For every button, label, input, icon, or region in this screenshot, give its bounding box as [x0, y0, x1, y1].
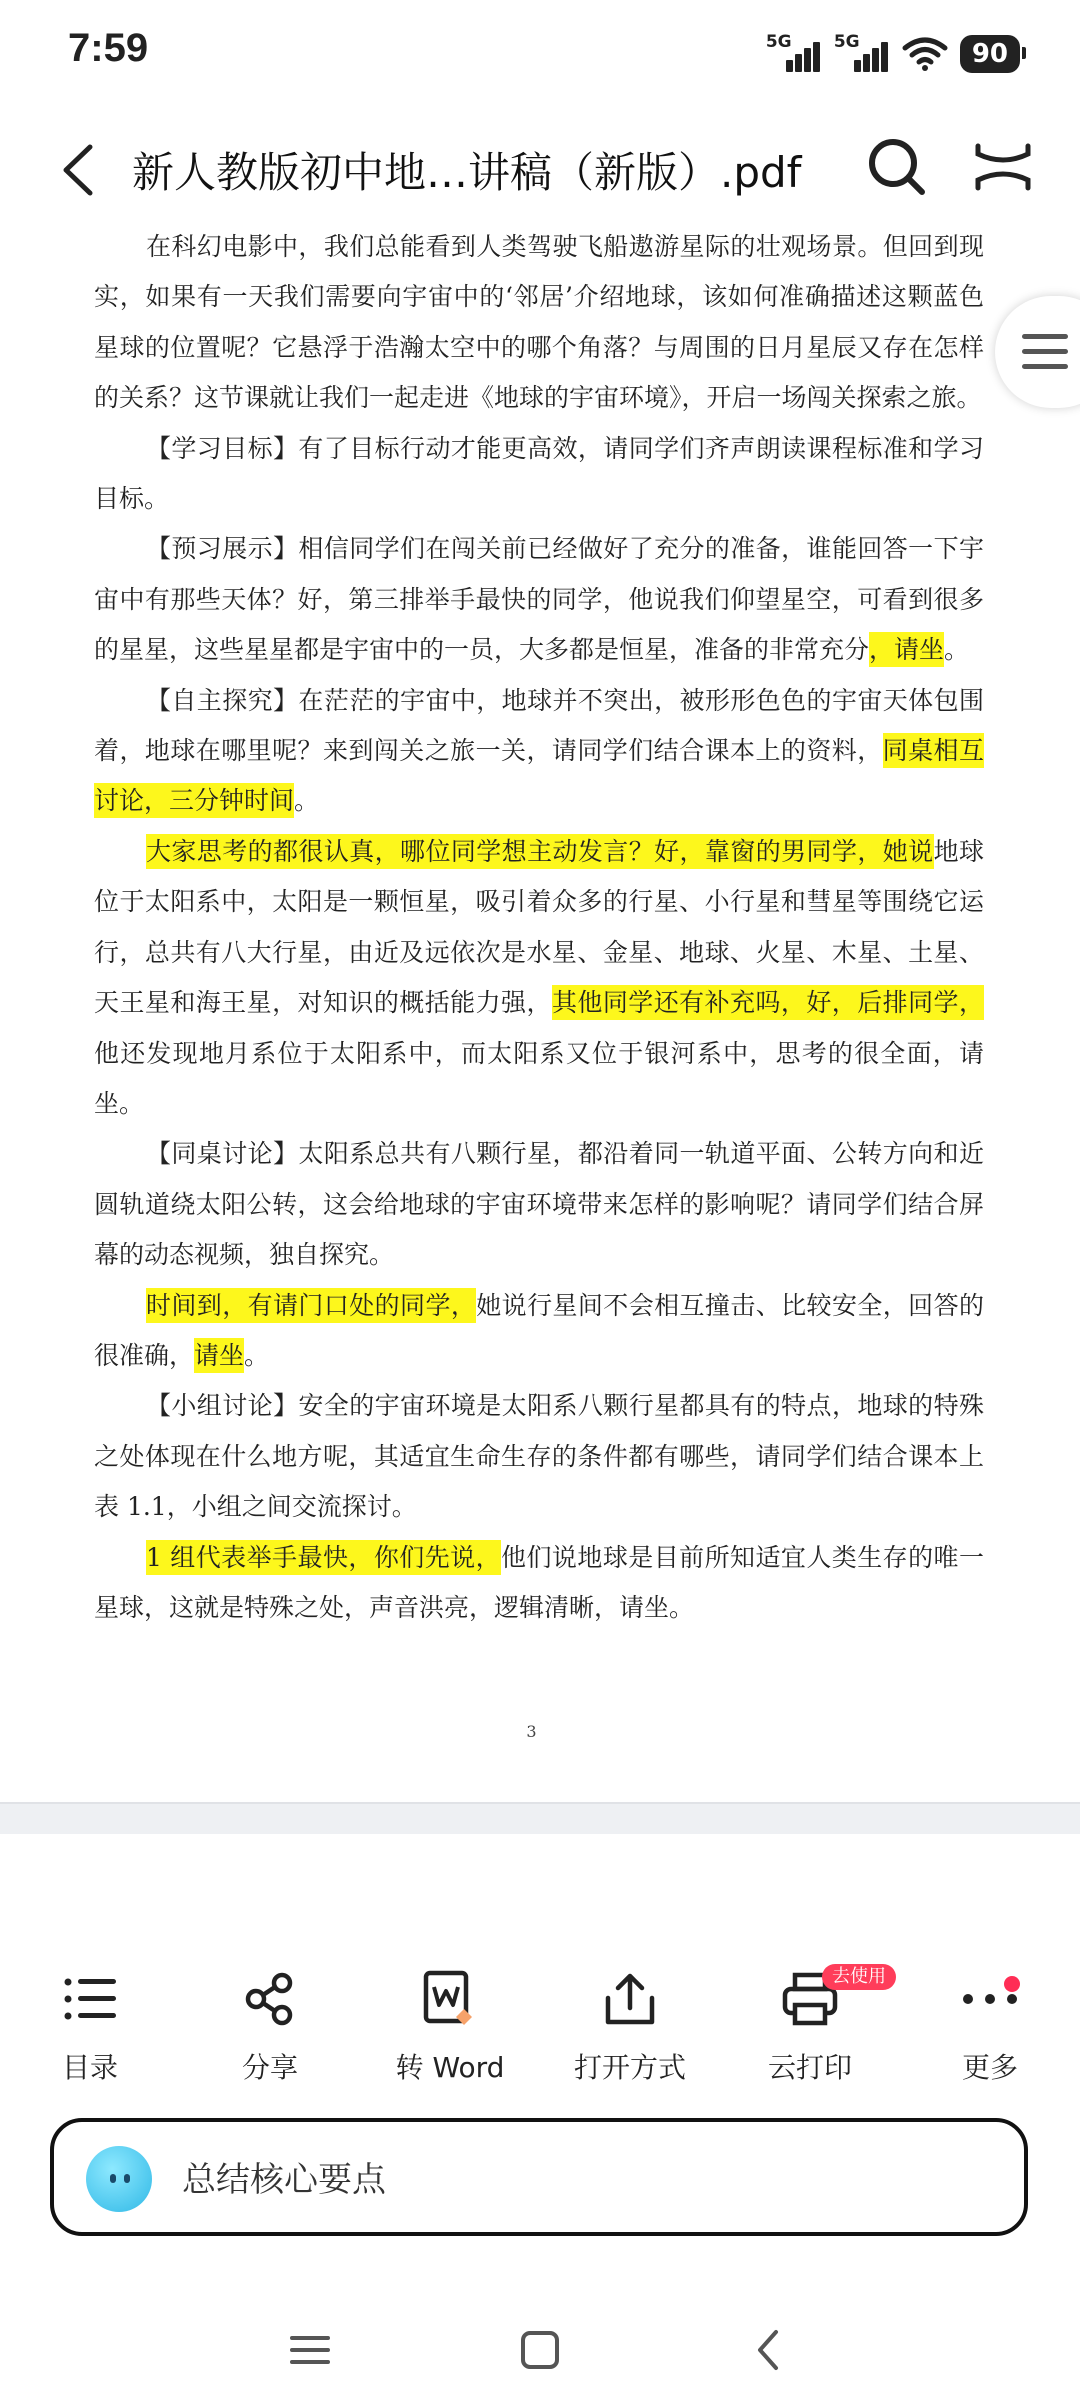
ai-assistant-icon [86, 2146, 152, 2212]
highlighted-text: 大家思考的都很认真，哪位同学想主动发言？好，靠窗的男同学，她说 [146, 834, 934, 869]
nav-back-button[interactable] [740, 2320, 800, 2380]
document-paragraph [94, 827, 984, 1129]
paragraph-text: 【学习目标】有了目标行动才能更高效，请同学们齐声朗读课程标准和学习目标。 [94, 433, 984, 514]
paragraph-text: 。 [294, 786, 320, 816]
open-with-icon [602, 1970, 658, 2028]
bottom-toolbar [0, 1964, 1080, 2104]
paragraph-text: 。 [944, 635, 970, 665]
document-paragraph [94, 1129, 984, 1280]
document-paragraph [94, 1381, 984, 1532]
highlighted-text: 同桌相互讨论，三分钟时间 [94, 733, 984, 818]
status-bar [0, 0, 1080, 110]
paragraph-text: 【同桌讨论】太阳系总共有八颗行星，都沿着同一轨道平面、公转方向和近圆轨道绕太阳公转，这会给地球的宇宙环境带来怎样的影响呢？请同学们结合屏幕的动态视频，独自探究。 [94, 1139, 984, 1270]
paragraph-text: 地球位于太阳系中，太阳是一颗恒星，吸引着众多的行星、小行星和彗星等围绕它运行，总共有八大行星，由近及远依次是水星、金星、地球、火星、木星、土星、天王星和海王星，对知识的概括能力强， [94, 836, 984, 1018]
page-gap [0, 1804, 1080, 1834]
page-number: 3 [526, 1722, 537, 1741]
nav-menu-button[interactable] [280, 2320, 340, 2380]
search-button[interactable] [862, 132, 932, 202]
list-icon [62, 1974, 118, 2024]
document-paragraph [94, 524, 984, 675]
toolbar-more[interactable]: 更多 [910, 1964, 1070, 2086]
paragraph-text: 。 [244, 1340, 270, 1370]
paragraph-text: 【自主探究】在茫茫的宇宙中，地球并不突出，被形形色色的宇宙天体包围着，地球在哪里呢？来到闯关之旅一关，请同学们结合课本上的资料， [94, 685, 984, 766]
home-icon [510, 2320, 570, 2380]
highlighted-text: 其他同学还有补充吗，好，后排同学， [552, 985, 984, 1020]
toolbar-cloud-print[interactable]: 去使用 云打印 [730, 1964, 890, 2086]
share-icon [242, 1971, 298, 2027]
highlighted-text: 时间到，有请门口处的同学， [146, 1288, 476, 1323]
paragraph-text: 他还发现地月系位于太阳系中，而太阳系又位于银河系中，思考的很全面，请坐。 [94, 1038, 984, 1118]
paragraph-text: 她说行星间不会相互撞击、比较安全，回答的很准确， [94, 1290, 984, 1370]
notification-dot [1004, 1976, 1020, 1992]
more-icon [960, 1989, 1020, 2009]
signal-icon: 5G [766, 34, 822, 74]
document-text [94, 222, 984, 1633]
document-paragraph [94, 424, 984, 525]
highlighted-text: ，请坐 [869, 632, 944, 667]
paragraph-text: 【小组讨论】安全的宇宙环境是太阳系八颗行星都具有的特点，地球的特殊之处体现在什么地方呢，其适宜生命生存的条件都有哪些，请同学们结合课本上表 1.1，小组之间交流探讨。 [94, 1391, 984, 1522]
toolbar-convert-word[interactable]: 转 Word [370, 1964, 530, 2086]
print-badge: 去使用 [822, 1964, 896, 1990]
highlighted-text: 1 组代表举手最快，你们先说， [146, 1540, 501, 1575]
status-icons [766, 32, 1020, 76]
document-paragraph [94, 1533, 984, 1634]
status-time: 7:59 [68, 26, 149, 70]
system-nav-bar [0, 2300, 1080, 2400]
back-button[interactable] [52, 135, 112, 205]
convert-word-icon [420, 1969, 480, 2029]
toolbar-toc[interactable]: 目录 [10, 1964, 170, 2086]
pdf-page[interactable] [0, 222, 1080, 1802]
search-icon [862, 132, 932, 202]
back-arrow-icon [52, 135, 112, 205]
wifi-icon [902, 36, 948, 72]
paragraph-text: 他们说地球是目前所知适宜人类生存的唯一星球，这就是特殊之处，声音洪亮，逻辑清晰，请坐。 [94, 1542, 984, 1622]
toolbar-share[interactable]: 分享 [190, 1964, 350, 2086]
reading-mode-icon [968, 132, 1038, 202]
document-paragraph [94, 1281, 984, 1382]
ai-summary-label: 总结核心要点 [182, 2160, 386, 2200]
document-paragraph [94, 676, 984, 827]
menu-icon [280, 2320, 340, 2380]
ai-summary-button[interactable] [50, 2118, 1028, 2236]
document-title: 新人教版初中地…讲稿（新版）.pdf [132, 148, 802, 197]
paragraph-text: 在科幻电影中，我们总能看到人类驾驶飞船遨游星际的壮观场景。但回到现实，如果有一天我们需要向宇宙中的‘邻居’介绍地球，该如何准确描述这颗蓝色星球的位置呢？它悬浮于浩瀚太空中的哪个角落？与周围的日月星辰又存在怎样的关系？这节课就让我们一起走进《地球的宇宙环境》，开启一场闯关探索之旅。 [94, 232, 984, 413]
toolbar-open-with[interactable]: 打开方式 [550, 1964, 710, 2086]
paragraph-text: 【预习展示】相信同学们在闯关前已经做好了充分的准备，谁能回答一下宇宙中有那些天体？好，第三排举手最快的同学，他说我们仰望星空，可看到很多的星星，这些星星都是宇宙中的一员，大多都是恒星，准备的非常充分 [94, 534, 984, 665]
signal-icon-2: 5G [834, 34, 890, 74]
app-header [0, 110, 1080, 230]
reading-mode-button[interactable] [968, 132, 1038, 202]
back-icon [740, 2320, 800, 2380]
battery-indicator: 90 [960, 35, 1020, 73]
document-paragraph [94, 222, 984, 424]
highlighted-text: 请坐 [194, 1338, 244, 1373]
nav-home-button[interactable] [510, 2320, 570, 2380]
